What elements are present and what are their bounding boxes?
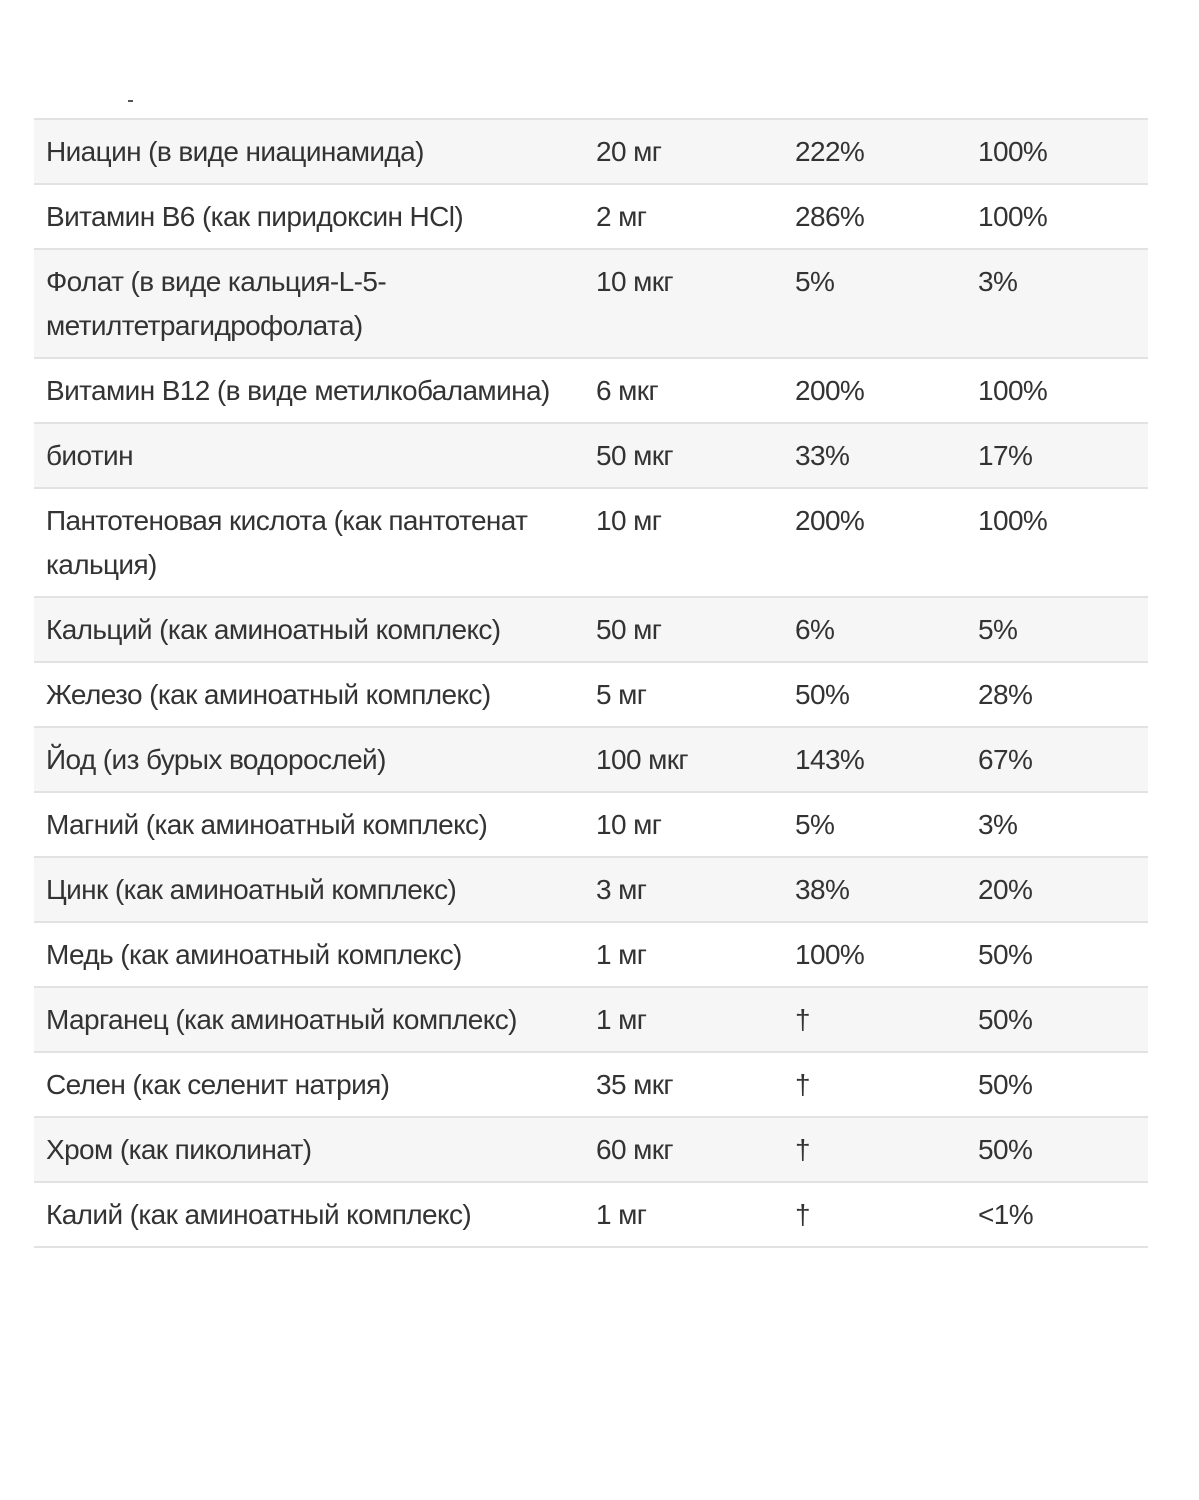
nutrient-amount: 1 мг [584, 1182, 784, 1247]
percent-value: 28% [967, 662, 1148, 727]
daily-value: 50% [784, 662, 967, 727]
daily-value: † [784, 1052, 967, 1117]
table-row [34, 792, 1148, 857]
table-row [34, 987, 1148, 1052]
nutrient-table [34, 118, 1148, 1248]
percent-value: 50% [967, 987, 1148, 1052]
nutrient-amount: 60 мкг [584, 1117, 784, 1182]
percent-value: 17% [967, 423, 1148, 488]
nutrient-amount: 1 мг [584, 922, 784, 987]
nutrient-amount: 10 мкг [584, 249, 784, 358]
nutrient-name: Магний (как аминоатный комплекс) [34, 792, 584, 857]
nutrient-name: Кальций (как аминоатный комплекс) [34, 597, 584, 662]
table-row [34, 119, 1148, 184]
table-row [34, 662, 1148, 727]
daily-value: 100% [784, 922, 967, 987]
percent-value: 100% [967, 119, 1148, 184]
nutrient-name: Железо (как аминоатный комплекс) [34, 662, 584, 727]
nutrient-name: Витамин B12 (в виде метилкобаламина) [34, 358, 584, 423]
nutrient-name: Медь (как аминоатный комплекс) [34, 922, 584, 987]
daily-value: 200% [784, 488, 967, 597]
nutrient-amount: 6 мкг [584, 358, 784, 423]
nutrient-amount: 20 мг [584, 119, 784, 184]
daily-value: 200% [784, 358, 967, 423]
nutrient-amount: 50 мг [584, 597, 784, 662]
table-row [34, 727, 1148, 792]
nutrient-amount: 35 мкг [584, 1052, 784, 1117]
table-row [34, 358, 1148, 423]
table-row [34, 184, 1148, 249]
nutrient-name: Цинк (как аминоатный комплекс) [34, 857, 584, 922]
nutrient-amount: 100 мкг [584, 727, 784, 792]
nutrient-amount: 1 мг [584, 987, 784, 1052]
percent-value: 100% [967, 184, 1148, 249]
percent-value: 100% [967, 488, 1148, 597]
nutrient-name: Витамин B6 (как пиридоксин HCl) [34, 184, 584, 249]
table-row [34, 249, 1148, 358]
daily-value: 38% [784, 857, 967, 922]
stray-mark [128, 100, 133, 102]
nutrient-amount: 10 мг [584, 792, 784, 857]
percent-value: 20% [967, 857, 1148, 922]
table-row [34, 1052, 1148, 1117]
nutrient-amount: 5 мг [584, 662, 784, 727]
daily-value: 6% [784, 597, 967, 662]
nutrient-name: Пантотеновая кислота (как пантотенат кальция) [34, 488, 584, 597]
table-row [34, 1117, 1148, 1182]
percent-value: 67% [967, 727, 1148, 792]
daily-value: 5% [784, 249, 967, 358]
table-row [34, 922, 1148, 987]
daily-value: 5% [784, 792, 967, 857]
nutrient-name: Марганец (как аминоатный комплекс) [34, 987, 584, 1052]
table-row [34, 597, 1148, 662]
table-row [34, 857, 1148, 922]
daily-value: † [784, 1117, 967, 1182]
nutrient-name: Фолат (в виде кальция-L-5-метилтетрагидрофолата) [34, 249, 584, 358]
percent-value: 50% [967, 1117, 1148, 1182]
nutrient-name: Ниацин (в виде ниацинамида) [34, 119, 584, 184]
daily-value: 222% [784, 119, 967, 184]
nutrient-name: Хром (как пиколинат) [34, 1117, 584, 1182]
daily-value: † [784, 1182, 967, 1247]
daily-value: † [784, 987, 967, 1052]
percent-value: 5% [967, 597, 1148, 662]
percent-value: 3% [967, 792, 1148, 857]
nutrient-amount: 2 мг [584, 184, 784, 249]
daily-value: 143% [784, 727, 967, 792]
nutrient-name: Калий (как аминоатный комплекс) [34, 1182, 584, 1247]
percent-value: 50% [967, 1052, 1148, 1117]
nutrient-amount: 10 мг [584, 488, 784, 597]
table-row [34, 488, 1148, 597]
nutrient-amount: 50 мкг [584, 423, 784, 488]
daily-value: 33% [784, 423, 967, 488]
percent-value: <1% [967, 1182, 1148, 1247]
nutrient-name: биотин [34, 423, 584, 488]
percent-value: 3% [967, 249, 1148, 358]
percent-value: 50% [967, 922, 1148, 987]
nutrient-amount: 3 мг [584, 857, 784, 922]
table-row [34, 423, 1148, 488]
nutrient-name: Селен (как селенит натрия) [34, 1052, 584, 1117]
daily-value: 286% [784, 184, 967, 249]
nutrient-name: Йод (из бурых водорослей) [34, 727, 584, 792]
table-row [34, 1182, 1148, 1247]
percent-value: 100% [967, 358, 1148, 423]
